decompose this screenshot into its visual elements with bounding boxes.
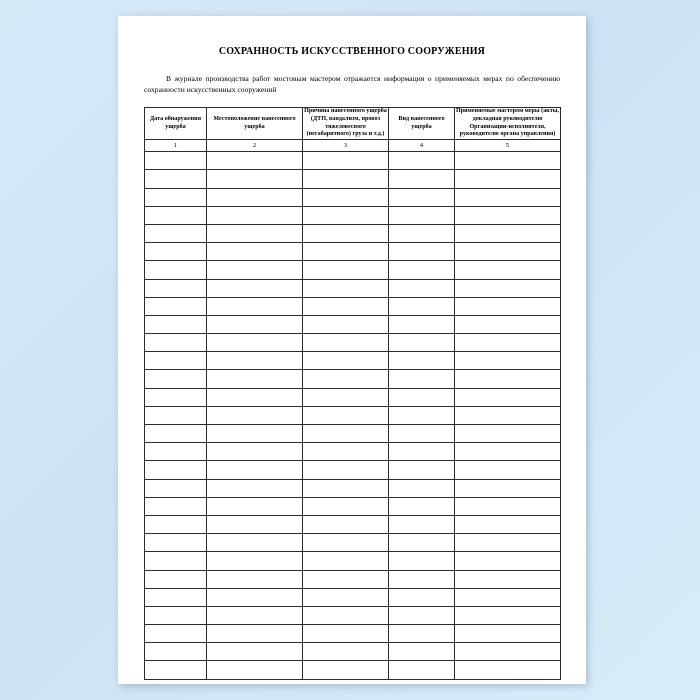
- table-row: [145, 352, 561, 370]
- table-cell[interactable]: [455, 352, 561, 370]
- table-row: [145, 425, 561, 443]
- table-cell[interactable]: [455, 606, 561, 624]
- table-cell[interactable]: [207, 534, 303, 552]
- page-title: СОХРАННОСТЬ ИСКУССТВЕННОГО СООРУЖЕНИЯ: [218, 46, 486, 57]
- table-row: [145, 515, 561, 533]
- table-cell[interactable]: [389, 334, 455, 352]
- table-row: [145, 661, 561, 679]
- table-cell[interactable]: [145, 170, 207, 188]
- table-row: [145, 625, 561, 643]
- table-cell[interactable]: [389, 370, 455, 388]
- table-cell[interactable]: [389, 170, 455, 188]
- table-cell[interactable]: [145, 497, 207, 515]
- column-number-5: 5: [455, 140, 561, 152]
- table-row: [145, 334, 561, 352]
- table-cell[interactable]: [455, 443, 561, 461]
- table-cell[interactable]: [389, 297, 455, 315]
- table-cell[interactable]: [207, 606, 303, 624]
- table-cell[interactable]: [145, 370, 207, 388]
- table-cell[interactable]: [207, 425, 303, 443]
- table-cell[interactable]: [145, 625, 207, 643]
- table-cell[interactable]: [455, 570, 561, 588]
- table-cell[interactable]: [389, 425, 455, 443]
- table-cell[interactable]: [145, 425, 207, 443]
- table-cell[interactable]: [455, 406, 561, 424]
- table-cell[interactable]: [455, 461, 561, 479]
- table-cell[interactable]: [455, 152, 561, 170]
- table-cell[interactable]: [389, 570, 455, 588]
- table-cell[interactable]: [207, 297, 303, 315]
- table-cell[interactable]: [207, 170, 303, 188]
- table-cell[interactable]: [303, 243, 389, 261]
- table-row: [145, 479, 561, 497]
- table-cell[interactable]: [389, 479, 455, 497]
- table-cell[interactable]: [455, 334, 561, 352]
- table-cell[interactable]: [455, 552, 561, 570]
- table-row: [145, 206, 561, 224]
- table-row: [145, 315, 561, 333]
- table-cell[interactable]: [455, 643, 561, 661]
- table-row: [145, 606, 561, 624]
- table-cell[interactable]: [303, 406, 389, 424]
- table-row: [145, 188, 561, 206]
- table-cell[interactable]: [303, 497, 389, 515]
- table-cell[interactable]: [145, 188, 207, 206]
- table-head: [145, 108, 561, 152]
- table-cell[interactable]: [303, 625, 389, 643]
- table-cell[interactable]: [389, 661, 455, 679]
- table-cell[interactable]: [207, 188, 303, 206]
- table-cell[interactable]: [389, 534, 455, 552]
- table-cell[interactable]: [207, 206, 303, 224]
- column-number-3: 3: [303, 140, 389, 152]
- table-cell[interactable]: [145, 334, 207, 352]
- table-cell[interactable]: [455, 315, 561, 333]
- table-cell[interactable]: [145, 297, 207, 315]
- column-number-4: 4: [389, 140, 455, 152]
- table-cell[interactable]: [303, 388, 389, 406]
- table-cell[interactable]: [303, 661, 389, 679]
- table-cell[interactable]: [303, 224, 389, 242]
- table-cell[interactable]: [389, 388, 455, 406]
- table-cell[interactable]: [145, 388, 207, 406]
- table-cell[interactable]: [145, 206, 207, 224]
- table-cell[interactable]: [145, 243, 207, 261]
- table-cell[interactable]: [303, 570, 389, 588]
- table-cell[interactable]: [207, 552, 303, 570]
- table-cell[interactable]: [207, 152, 303, 170]
- table-cell[interactable]: [145, 534, 207, 552]
- table-cell[interactable]: [455, 388, 561, 406]
- table-row: [145, 152, 561, 170]
- table-cell[interactable]: [145, 152, 207, 170]
- table-cell[interactable]: [455, 297, 561, 315]
- table-cell[interactable]: [207, 515, 303, 533]
- table-cell[interactable]: [207, 352, 303, 370]
- table-cell[interactable]: [389, 224, 455, 242]
- table-row: [145, 370, 561, 388]
- column-header-measures: Применяемые мастером меры (акты, докладная руководителю Организации-исполнителя, руководителю органа управления): [455, 108, 561, 140]
- table-cell[interactable]: [455, 279, 561, 297]
- table-cell[interactable]: [207, 461, 303, 479]
- table-cell[interactable]: [303, 152, 389, 170]
- table-cell[interactable]: [455, 224, 561, 242]
- table-cell[interactable]: [389, 406, 455, 424]
- column-number-row: [145, 140, 561, 152]
- table-cell[interactable]: [389, 643, 455, 661]
- table-cell[interactable]: [207, 443, 303, 461]
- table-cell[interactable]: [455, 515, 561, 533]
- table-row: [145, 570, 561, 588]
- table-header-row: [145, 108, 561, 140]
- table-cell[interactable]: [389, 279, 455, 297]
- table-cell[interactable]: [455, 588, 561, 606]
- intro-text: В журнале производства работ мостовым мастером отражается информация о применяемых мерах по обеспечению сохранности искусственных сооружений: [144, 73, 560, 95]
- table-row: [145, 552, 561, 570]
- table-row: [145, 534, 561, 552]
- table-row: [145, 279, 561, 297]
- table-cell[interactable]: [207, 370, 303, 388]
- table-cell[interactable]: [207, 497, 303, 515]
- table-row: [145, 497, 561, 515]
- table-cell[interactable]: [303, 334, 389, 352]
- table-cell[interactable]: [389, 552, 455, 570]
- table-cell[interactable]: [145, 352, 207, 370]
- table-cell[interactable]: [389, 625, 455, 643]
- table-cell[interactable]: [145, 315, 207, 333]
- table-cell[interactable]: [389, 188, 455, 206]
- table-cell[interactable]: [455, 188, 561, 206]
- table-cell[interactable]: [455, 534, 561, 552]
- table-cell[interactable]: [207, 261, 303, 279]
- table-cell[interactable]: [303, 588, 389, 606]
- table-cell[interactable]: [303, 643, 389, 661]
- table-cell[interactable]: [303, 552, 389, 570]
- table-cell[interactable]: [303, 515, 389, 533]
- table-cell[interactable]: [145, 406, 207, 424]
- table-cell[interactable]: [303, 479, 389, 497]
- table-cell[interactable]: [303, 461, 389, 479]
- table-cell[interactable]: [455, 425, 561, 443]
- table-cell[interactable]: [455, 261, 561, 279]
- table-cell[interactable]: [207, 625, 303, 643]
- table-cell[interactable]: [303, 279, 389, 297]
- column-number-1: 1: [145, 140, 207, 152]
- column-header-location: Местоположение нанесенного ущерба: [207, 108, 303, 140]
- table-cell[interactable]: [389, 206, 455, 224]
- table-cell[interactable]: [303, 352, 389, 370]
- table-row: [145, 224, 561, 242]
- table-cell[interactable]: [145, 570, 207, 588]
- table-cell[interactable]: [207, 588, 303, 606]
- table-cell[interactable]: [389, 606, 455, 624]
- table-row: [145, 588, 561, 606]
- table-cell[interactable]: [389, 461, 455, 479]
- table-cell[interactable]: [303, 188, 389, 206]
- table-cell[interactable]: [207, 279, 303, 297]
- column-header-damage-type: Вид нанесенного ущерба: [389, 108, 455, 140]
- table-cell[interactable]: [455, 661, 561, 679]
- table-cell[interactable]: [389, 352, 455, 370]
- table-cell[interactable]: [145, 552, 207, 570]
- table-cell[interactable]: [455, 625, 561, 643]
- table-cell[interactable]: [207, 661, 303, 679]
- table-cell[interactable]: [145, 661, 207, 679]
- table-cell[interactable]: [145, 515, 207, 533]
- table-row: [145, 170, 561, 188]
- table-cell[interactable]: [455, 497, 561, 515]
- page-content: [144, 40, 560, 680]
- table-cell[interactable]: [207, 570, 303, 588]
- table-cell[interactable]: [145, 606, 207, 624]
- table-cell[interactable]: [145, 588, 207, 606]
- table-cell[interactable]: [455, 206, 561, 224]
- table-cell[interactable]: [303, 170, 389, 188]
- table-cell[interactable]: [145, 224, 207, 242]
- document-page: [118, 16, 586, 684]
- table-cell[interactable]: [207, 388, 303, 406]
- table-cell[interactable]: [303, 315, 389, 333]
- table-cell[interactable]: [389, 315, 455, 333]
- table-cell[interactable]: [389, 443, 455, 461]
- table-cell[interactable]: [145, 261, 207, 279]
- table-cell[interactable]: [389, 152, 455, 170]
- table-cell[interactable]: [389, 497, 455, 515]
- table-cell[interactable]: [145, 643, 207, 661]
- table-row: [145, 443, 561, 461]
- table-cell[interactable]: [303, 370, 389, 388]
- journal-table: [144, 107, 561, 680]
- table-body: [145, 152, 561, 679]
- table-cell[interactable]: [145, 443, 207, 461]
- table-cell[interactable]: [303, 443, 389, 461]
- table-cell[interactable]: [207, 315, 303, 333]
- table-cell[interactable]: [389, 515, 455, 533]
- table-cell[interactable]: [389, 243, 455, 261]
- table-cell[interactable]: [145, 461, 207, 479]
- column-header-cause: Причина нанесенного ущерба (ДТП, вандализм, провоз тяжеловесного (негабаритного) груза и т.д.): [303, 108, 389, 140]
- intro-paragraph: [144, 73, 560, 97]
- table-cell[interactable]: [303, 206, 389, 224]
- column-number-2: 2: [207, 140, 303, 152]
- table-cell[interactable]: [303, 534, 389, 552]
- table-row: [145, 261, 561, 279]
- table-cell[interactable]: [145, 479, 207, 497]
- table-row: [145, 297, 561, 315]
- table-cell[interactable]: [389, 588, 455, 606]
- table-row: [145, 388, 561, 406]
- table-cell[interactable]: [207, 643, 303, 661]
- table-cell[interactable]: [303, 606, 389, 624]
- table-cell[interactable]: [145, 279, 207, 297]
- table-cell[interactable]: [455, 170, 561, 188]
- table-cell[interactable]: [207, 406, 303, 424]
- table-row: [145, 643, 561, 661]
- table-cell[interactable]: [303, 425, 389, 443]
- table-cell[interactable]: [303, 297, 389, 315]
- table-cell[interactable]: [455, 243, 561, 261]
- table-cell[interactable]: [207, 479, 303, 497]
- table-row: [145, 243, 561, 261]
- table-cell[interactable]: [207, 243, 303, 261]
- table-row: [145, 461, 561, 479]
- table-row: [145, 406, 561, 424]
- table-cell[interactable]: [455, 370, 561, 388]
- table-cell[interactable]: [389, 261, 455, 279]
- table-cell[interactable]: [455, 479, 561, 497]
- column-header-date: Дата обнаружения ущерба: [145, 108, 207, 140]
- table-cell[interactable]: [207, 224, 303, 242]
- table-cell[interactable]: [207, 334, 303, 352]
- table-cell[interactable]: [303, 261, 389, 279]
